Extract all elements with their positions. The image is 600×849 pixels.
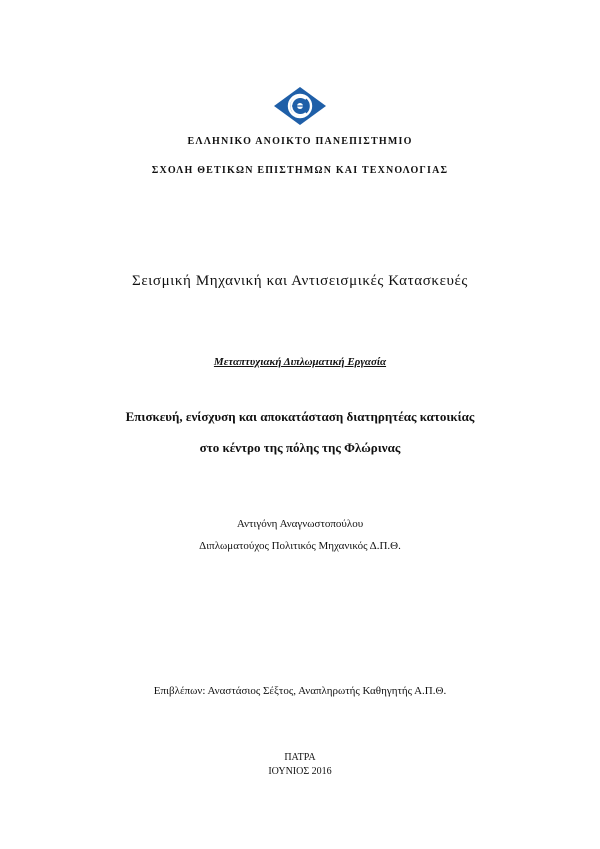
thesis-title-line-2: στο κέντρο της πόλης της Φλώρινας	[199, 440, 401, 455]
university-logo-icon	[273, 86, 327, 126]
footer-date: ΙΟΥΝΙΟΣ 2016	[268, 766, 332, 777]
author-name: Αντιγόνη Αναγνωστοπούλου	[236, 518, 364, 530]
footer-city: ΠΑΤΡΑ	[284, 752, 316, 763]
supervisor: Επιβλέπων: Αναστάσιος Σέξτος, Αναπληρωτής Καθηγητής Α.Π.Θ.	[153, 685, 447, 697]
author-degree: Διπλωματούχος Πολιτικός Μηχανικός Δ.Π.Θ.	[199, 540, 401, 552]
thesis-type: Μεταπτυχιακή Διπλωματική Εργασία	[213, 356, 387, 368]
thesis-title-line-1: Επισκευή, ενίσχυση και αποκατάσταση διατηρητέας κατοικίας	[125, 409, 475, 424]
school-name: ΣΧΟΛΗ ΘΕΤΙΚΩΝ ΕΠΙΣΤΗΜΩΝ ΚΑΙ ΤΕΧΝΟΛΟΓΙΑΣ	[151, 165, 449, 176]
program-name: Σεισμική Μηχανική και Αντισεισμικές Κατασκευές	[132, 273, 468, 289]
university-name: ΕΛΛΗΝΙΚΟ ΑΝΟΙΚΤΟ ΠΑΝΕΠΙΣΤΗΜΙΟ	[187, 136, 413, 147]
